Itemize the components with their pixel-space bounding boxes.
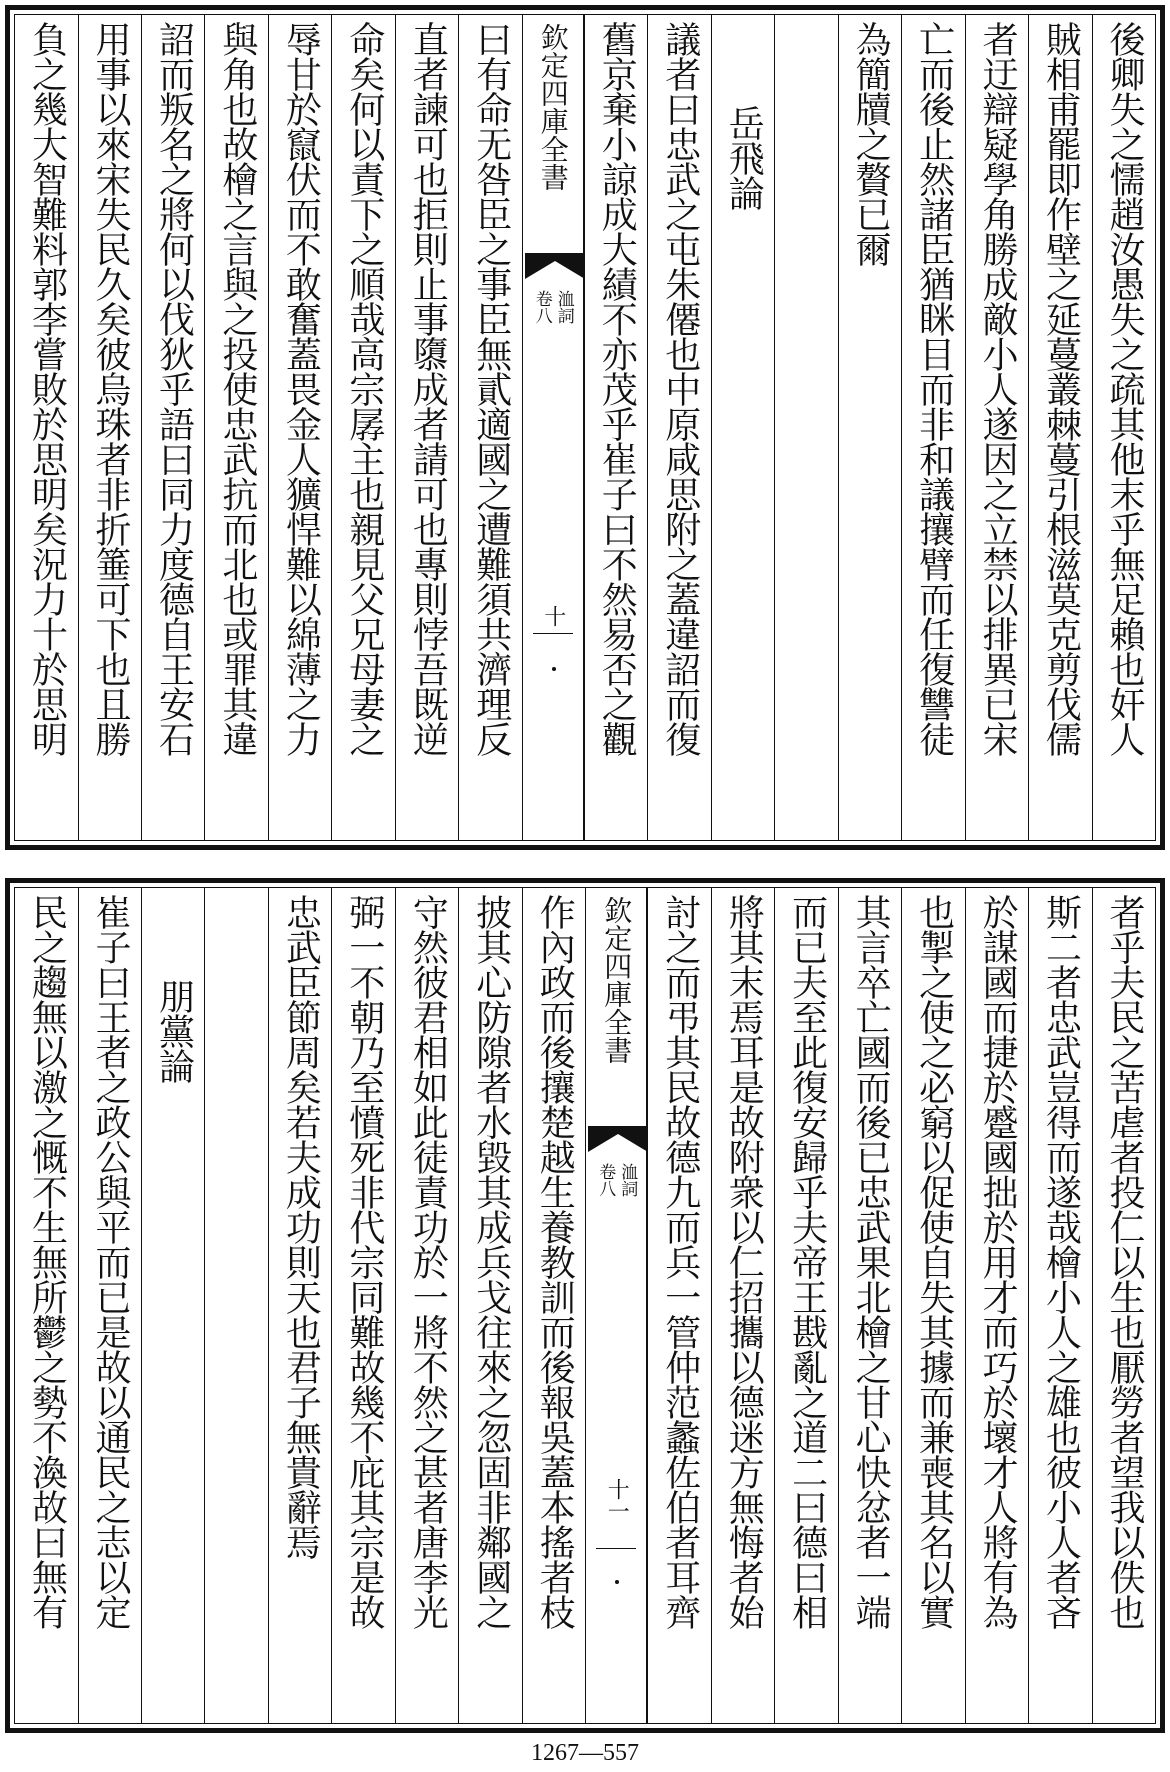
text-column: 斯二者忠武豈得而遂哉檜小人之雄也彼小人者吝 (1028, 888, 1091, 1723)
banner-title: 欽定四庫全書 (536, 23, 570, 191)
blank-column (204, 888, 267, 1723)
text-column: 後卿失之懦趙汝愚失之疏其他末乎無足賴也奸人 (1092, 15, 1155, 840)
text-column: 舊京棄小諒成大績不亦茂乎崔子曰不然易否之觀 (584, 15, 647, 840)
text-column: 亡而後止然諸臣猶眯目而非和議攘臂而任復讐徒 (901, 15, 964, 840)
text-column: 辱甘於竄伏而不敢奮蓋畏金人獷悍難以綿薄之力 (268, 15, 331, 840)
top-page (5, 5, 1165, 850)
fish-tail-mark-icon (588, 1126, 648, 1152)
text-column: 詔而叛名之將何以伐狄乎語曰同力度德自王安石 (141, 15, 204, 840)
text-column: 命矣何以責下之順哉高宗孱主也親見父兄母妻之 (331, 15, 394, 840)
text-column: 其言卒亡國而後已忠武果北檜之甘心快忿者一端 (838, 888, 901, 1723)
text-column: 將其末焉耳是故附衆以仁招攜以德迷方無悔者始 (711, 888, 774, 1723)
volume-label-line: 洫詞 (617, 1163, 638, 1197)
bottom-page (5, 878, 1165, 1733)
text-column: 弼一不朝乃至憤死非代宗同難故幾不庇其宗是故 (331, 888, 394, 1723)
text-column: 曰有命无咎臣之事臣無貳適國之遭難須共濟理反 (458, 15, 521, 840)
leaf-number: 十 (540, 605, 566, 627)
text-column: 直者諫可也拒則止事隳成者請可也專則悖吾既逆 (395, 15, 458, 840)
text-column: 負之幾大智難料郭李嘗敗於思明矣況力十於思明 (26, 21, 68, 756)
section-title: 朋黨論 (141, 888, 204, 1723)
banner-rule (596, 1548, 636, 1549)
text-column: 崔子曰王者之政公與平而已是故以通民之志以定 (78, 888, 141, 1723)
page-footer-number: 1267—557 (531, 1740, 639, 1766)
text-column: 討之而弔其民故德九而兵一管仲范蠡佐伯者耳齊 (647, 888, 710, 1723)
text-column: 也掣之使之必窮以促使自失其據而兼喪其名以實 (901, 888, 964, 1723)
text-column: 作內政而後攘楚越生養教訓而後報吳蓋本搖者枝 (522, 888, 585, 1723)
blank-column (774, 15, 837, 840)
text-column: 守然彼君相如此徒責功於一將不然之甚者唐李光 (395, 888, 458, 1723)
volume-label-line: 洫詞 (553, 290, 574, 324)
text-column: 忠武臣節周矣若夫成功則天也君子無貴辭焉 (268, 888, 331, 1723)
banner-dot (615, 1580, 619, 1584)
volume-label (531, 290, 575, 410)
text-column: 而已夫至此復安歸乎夫帝王戡亂之道二曰德曰相 (774, 888, 837, 1723)
center-banner (585, 888, 647, 1723)
text-column: 與角也故檜之言與之投使忠武抗而北也或罪其違 (204, 15, 267, 840)
section-title: 岳飛論 (711, 15, 774, 840)
fish-tail-mark-icon (525, 253, 585, 279)
center-banner (522, 15, 584, 840)
volume-label (594, 1163, 638, 1283)
text-column: 議者曰忠武之屯朱僊也中原咸思附之蓋違詔而復 (647, 15, 710, 840)
volume-label-line: 卷八 (531, 290, 552, 324)
banner-rule (533, 633, 573, 634)
top-page-frame (14, 14, 1156, 841)
text-column: 民之趨無以激之慨不生無所鬱之勢不渙故曰無有 (26, 894, 68, 1629)
text-column: 用事以來宋失民久矣彼烏珠者非折箠可下也且勝 (78, 15, 141, 840)
banner-title: 欽定四庫全書 (600, 896, 634, 1064)
text-column: 者乎夫民之苦虐者投仁以生也厭勞者望我以佚也 (1092, 888, 1155, 1723)
bottom-page-frame (14, 887, 1156, 1724)
text-column: 者迂辯疑學角勝成敵小人遂因之立禁以排異已宋 (965, 15, 1028, 840)
leaf-number: 十一 (604, 1478, 630, 1522)
banner-dot (552, 667, 556, 671)
text-column: 於謀國而捷於蹙國拙於用才而巧於壞才人將有為 (965, 888, 1028, 1723)
text-column: 賊相甫罷即作壁之延蔓叢棘蔓引根滋莫克剪伐儒 (1028, 15, 1091, 840)
text-column: 披其心防隙者水毀其成兵戈往來之忽固非鄰國之 (458, 888, 521, 1723)
text-column: 為簡牘之贅已爾 (838, 15, 901, 840)
volume-label-line: 卷八 (595, 1163, 616, 1197)
